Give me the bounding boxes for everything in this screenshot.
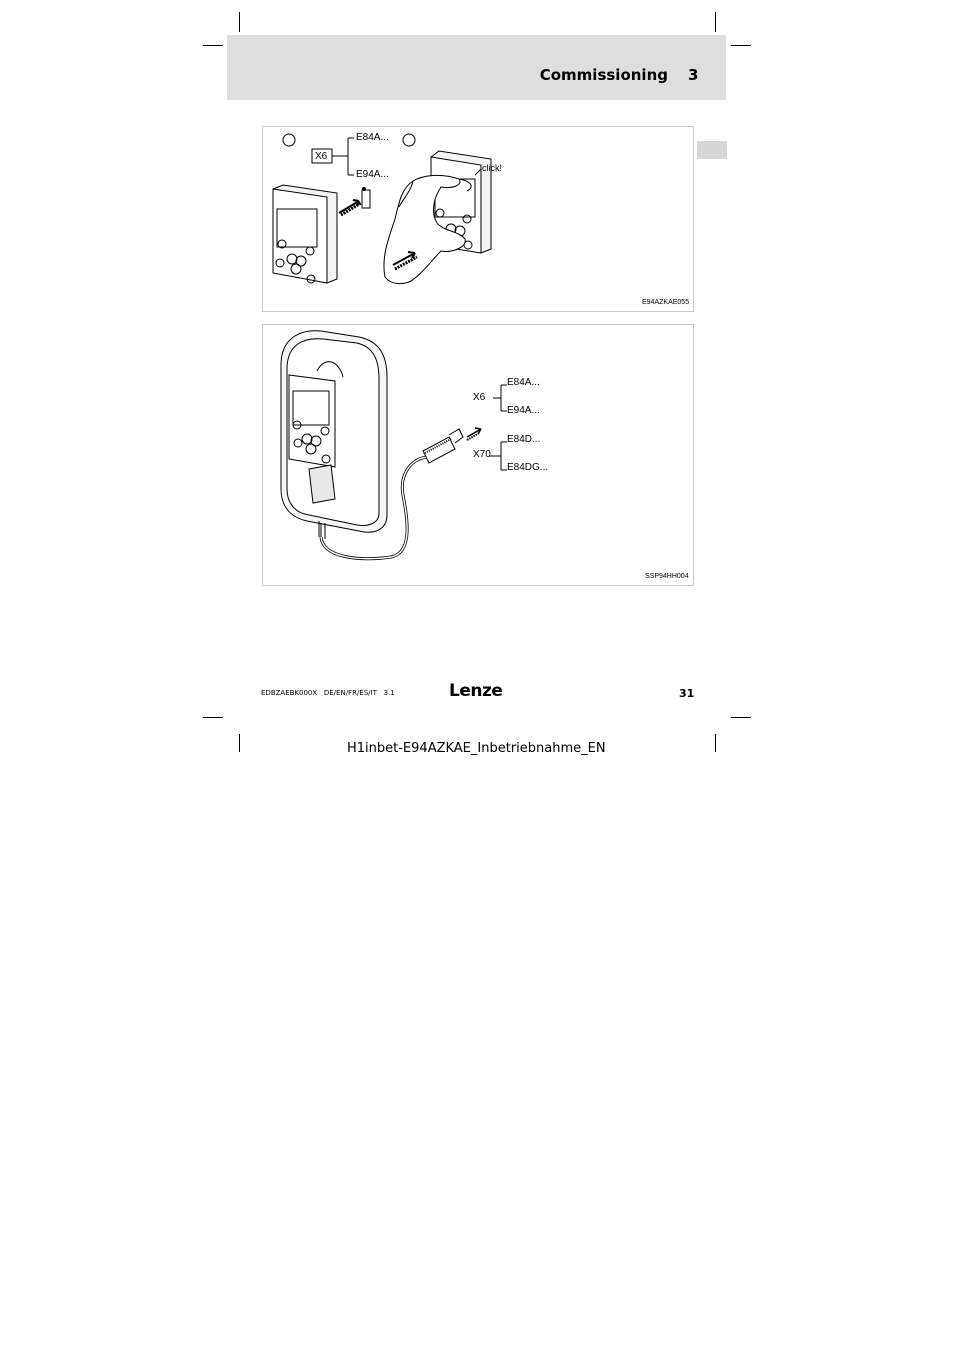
device-e84dg-label: E84DG... bbox=[507, 462, 549, 473]
crop-mark bbox=[715, 12, 716, 32]
file-name: H1inbet-E94AZKAE_Inbetriebnahme_EN bbox=[347, 741, 606, 756]
figure-keypad-mounting bbox=[262, 126, 694, 312]
page-title: Commissioning bbox=[539, 66, 668, 84]
page-number: 31 bbox=[679, 687, 695, 700]
connector-x6-label: X6 bbox=[473, 392, 486, 403]
keypad-mounting-illustration bbox=[263, 127, 693, 311]
chapter-tab bbox=[697, 141, 727, 159]
device-e84d-label: E84D... bbox=[507, 434, 541, 445]
click-label: click! bbox=[482, 163, 502, 173]
crop-mark bbox=[731, 717, 751, 718]
crop-mark bbox=[239, 734, 240, 752]
device-e94a-label: E94A... bbox=[507, 405, 540, 416]
figure-code: E94AZKAE055 bbox=[642, 299, 690, 306]
device-e94a-label: E94A... bbox=[356, 169, 389, 180]
device-e84a-label: E84A... bbox=[507, 377, 540, 388]
crop-mark bbox=[203, 717, 223, 718]
connector-x70-label: X70 bbox=[473, 449, 491, 460]
document-id: EDBZAEBK000X DE/EN/FR/ES/IT 3.1 bbox=[261, 689, 395, 697]
crop-mark bbox=[731, 45, 751, 46]
lenze-logo: Lenze bbox=[449, 681, 503, 701]
figure-code: SSP94HH004 bbox=[645, 573, 689, 580]
figure-diagnosis-terminal bbox=[262, 324, 694, 586]
chapter-number: 3 bbox=[688, 66, 699, 84]
crop-mark bbox=[715, 734, 716, 752]
connector-x6-label: X6 bbox=[315, 151, 328, 162]
device-e84a-label: E84A... bbox=[356, 132, 389, 143]
crop-mark bbox=[239, 12, 240, 32]
crop-mark bbox=[203, 45, 223, 46]
